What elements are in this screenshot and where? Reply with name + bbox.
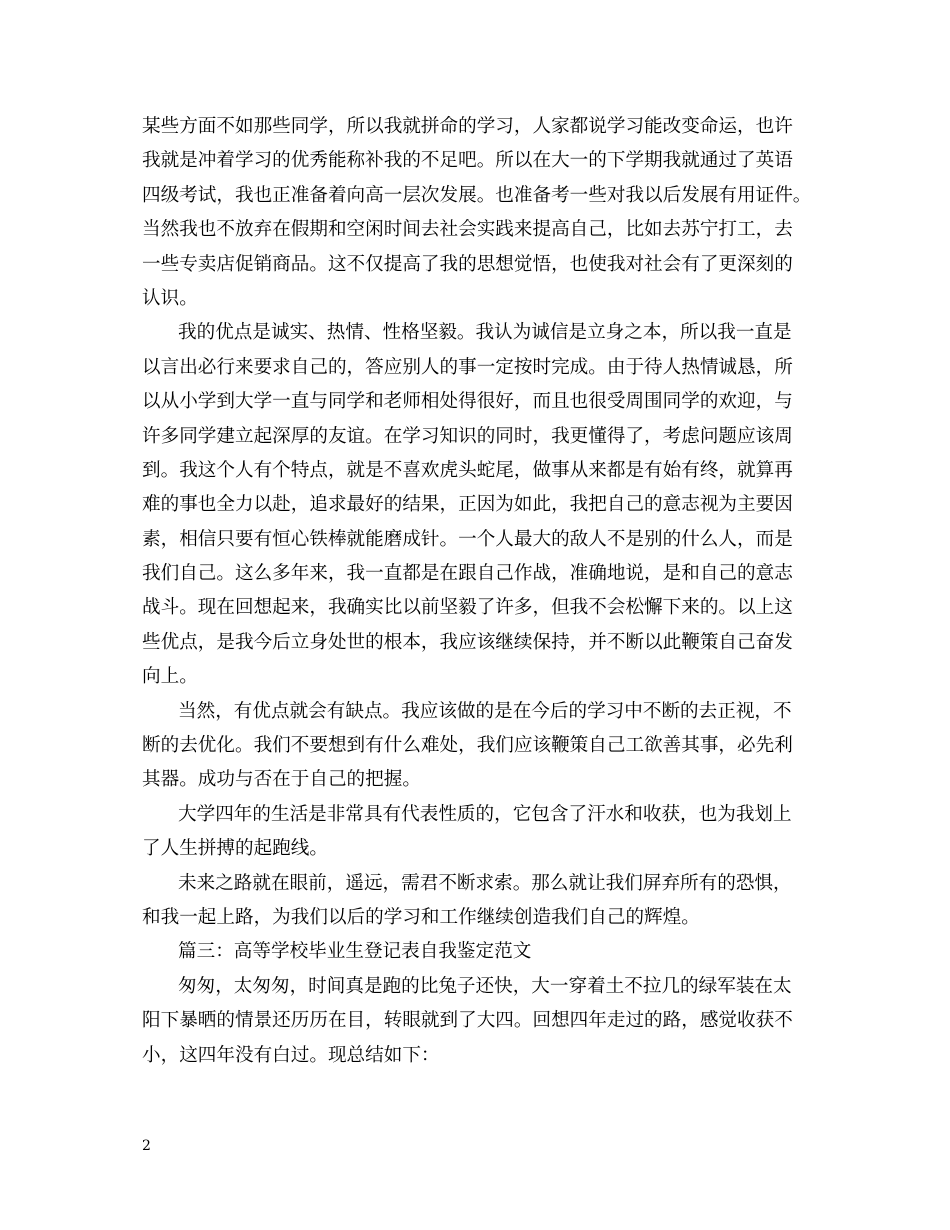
text-line: 许多同学建立起深厚的友谊。在学习知识的同时，我更懂得了，考虑问题应该周 <box>142 425 793 447</box>
text-line: 四级考试，我也正准备着向高一层次发展。也准备考一些对我以后发展有用证件。 <box>142 184 812 206</box>
text-line: 某些方面不如那些同学，所以我就拼命的学习，人家都说学习能改变命运，也许 <box>142 116 793 137</box>
paragraph-first-line: 我的优点是诚实、热情、性格坚毅。我认为诚信是立身之本，所以我一直是 <box>178 322 792 344</box>
text-line: 到。我这个人有个特点，就是不喜欢虎头蛇尾，做事从来都是有始有终，就算再 <box>142 459 793 481</box>
text-line: 一些专卖店促销商品。这不仅提高了我的思想觉悟，也使我对社会有了更深刻的 <box>142 253 793 275</box>
text-line: 以言出必行来要求自己的，答应别人的事一定按时完成。由于待人热情诚恳，所 <box>142 356 793 378</box>
text-line: 断的去优化。我们不要想到有什么难处，我们应该鞭策自己工欲善其事，必先利 <box>142 735 793 757</box>
text-line: 当然我也不放弃在假期和空闲时间去社会实践来提高自己，比如去苏宁打工，去 <box>142 219 793 241</box>
paragraph-first-line: 当然，有优点就会有缺点。我应该做的是在今后的学习中不断的去正视，不 <box>178 700 792 722</box>
text-line: 我就是冲着学习的优秀能称补我的不足吧。所以在大一的下学期我就通过了英语 <box>142 150 793 172</box>
paragraph-first-line: 大学四年的生活是非常具有代表性质的，它包含了汗水和收获，也为我划上 <box>178 803 792 825</box>
section-heading: 篇三：高等学校毕业生登记表自我鉴定范文 <box>178 941 532 963</box>
text-line: 些优点，是我今后立身处世的根本，我应该继续保持，并不断以此鞭策自己奋发 <box>142 631 793 653</box>
text-line: 以从小学到大学一直与同学和老师相处得很好，而且也很受周围同学的欢迎，与 <box>142 391 793 413</box>
document-body <box>142 110 818 1073</box>
text-line: 其器。成功与否在于自己的把握。 <box>142 769 421 791</box>
text-line: 了人生拼搏的起跑线。 <box>142 838 328 860</box>
text-line: 阳下暴晒的情景还历历在目，转眼就到了大四。回想四年走过的路，感觉收获不 <box>142 1010 793 1032</box>
text-line: 我们自己。这么多年来，我一直都是在跟自己作战，准确地说，是和自己的意志 <box>142 563 793 585</box>
text-line: 素，相信只要有恒心铁棒就能磨成针。一个人最大的敌人不是别的什么人，而是 <box>142 528 793 550</box>
paragraph-first-line: 未来之路就在眼前，遥远，需君不断求索。那么就让我们屏弃所有的恐惧， <box>178 872 792 894</box>
text-line: 认识。 <box>142 287 198 309</box>
text-line: 战斗。现在回想起来，我确实比以前坚毅了许多，但我不会松懈下来的。以上这 <box>142 597 793 619</box>
paragraph-first-line: 匆匆，太匆匆，时间真是跑的比兔子还快，大一穿着土不拉几的绿军装在太 <box>178 975 792 997</box>
text-line: 小，这四年没有白过。现总结如下： <box>142 1044 440 1066</box>
text-line: 和我一起上路，为我们以后的学习和工作继续创造我们自己的辉煌。 <box>142 906 700 928</box>
text-line: 难的事也全力以赴，追求最好的结果，正因为如此，我把自己的意志视为主要因 <box>142 494 793 516</box>
page-number: 2 <box>142 1138 151 1154</box>
text-line: 向上。 <box>142 666 198 688</box>
